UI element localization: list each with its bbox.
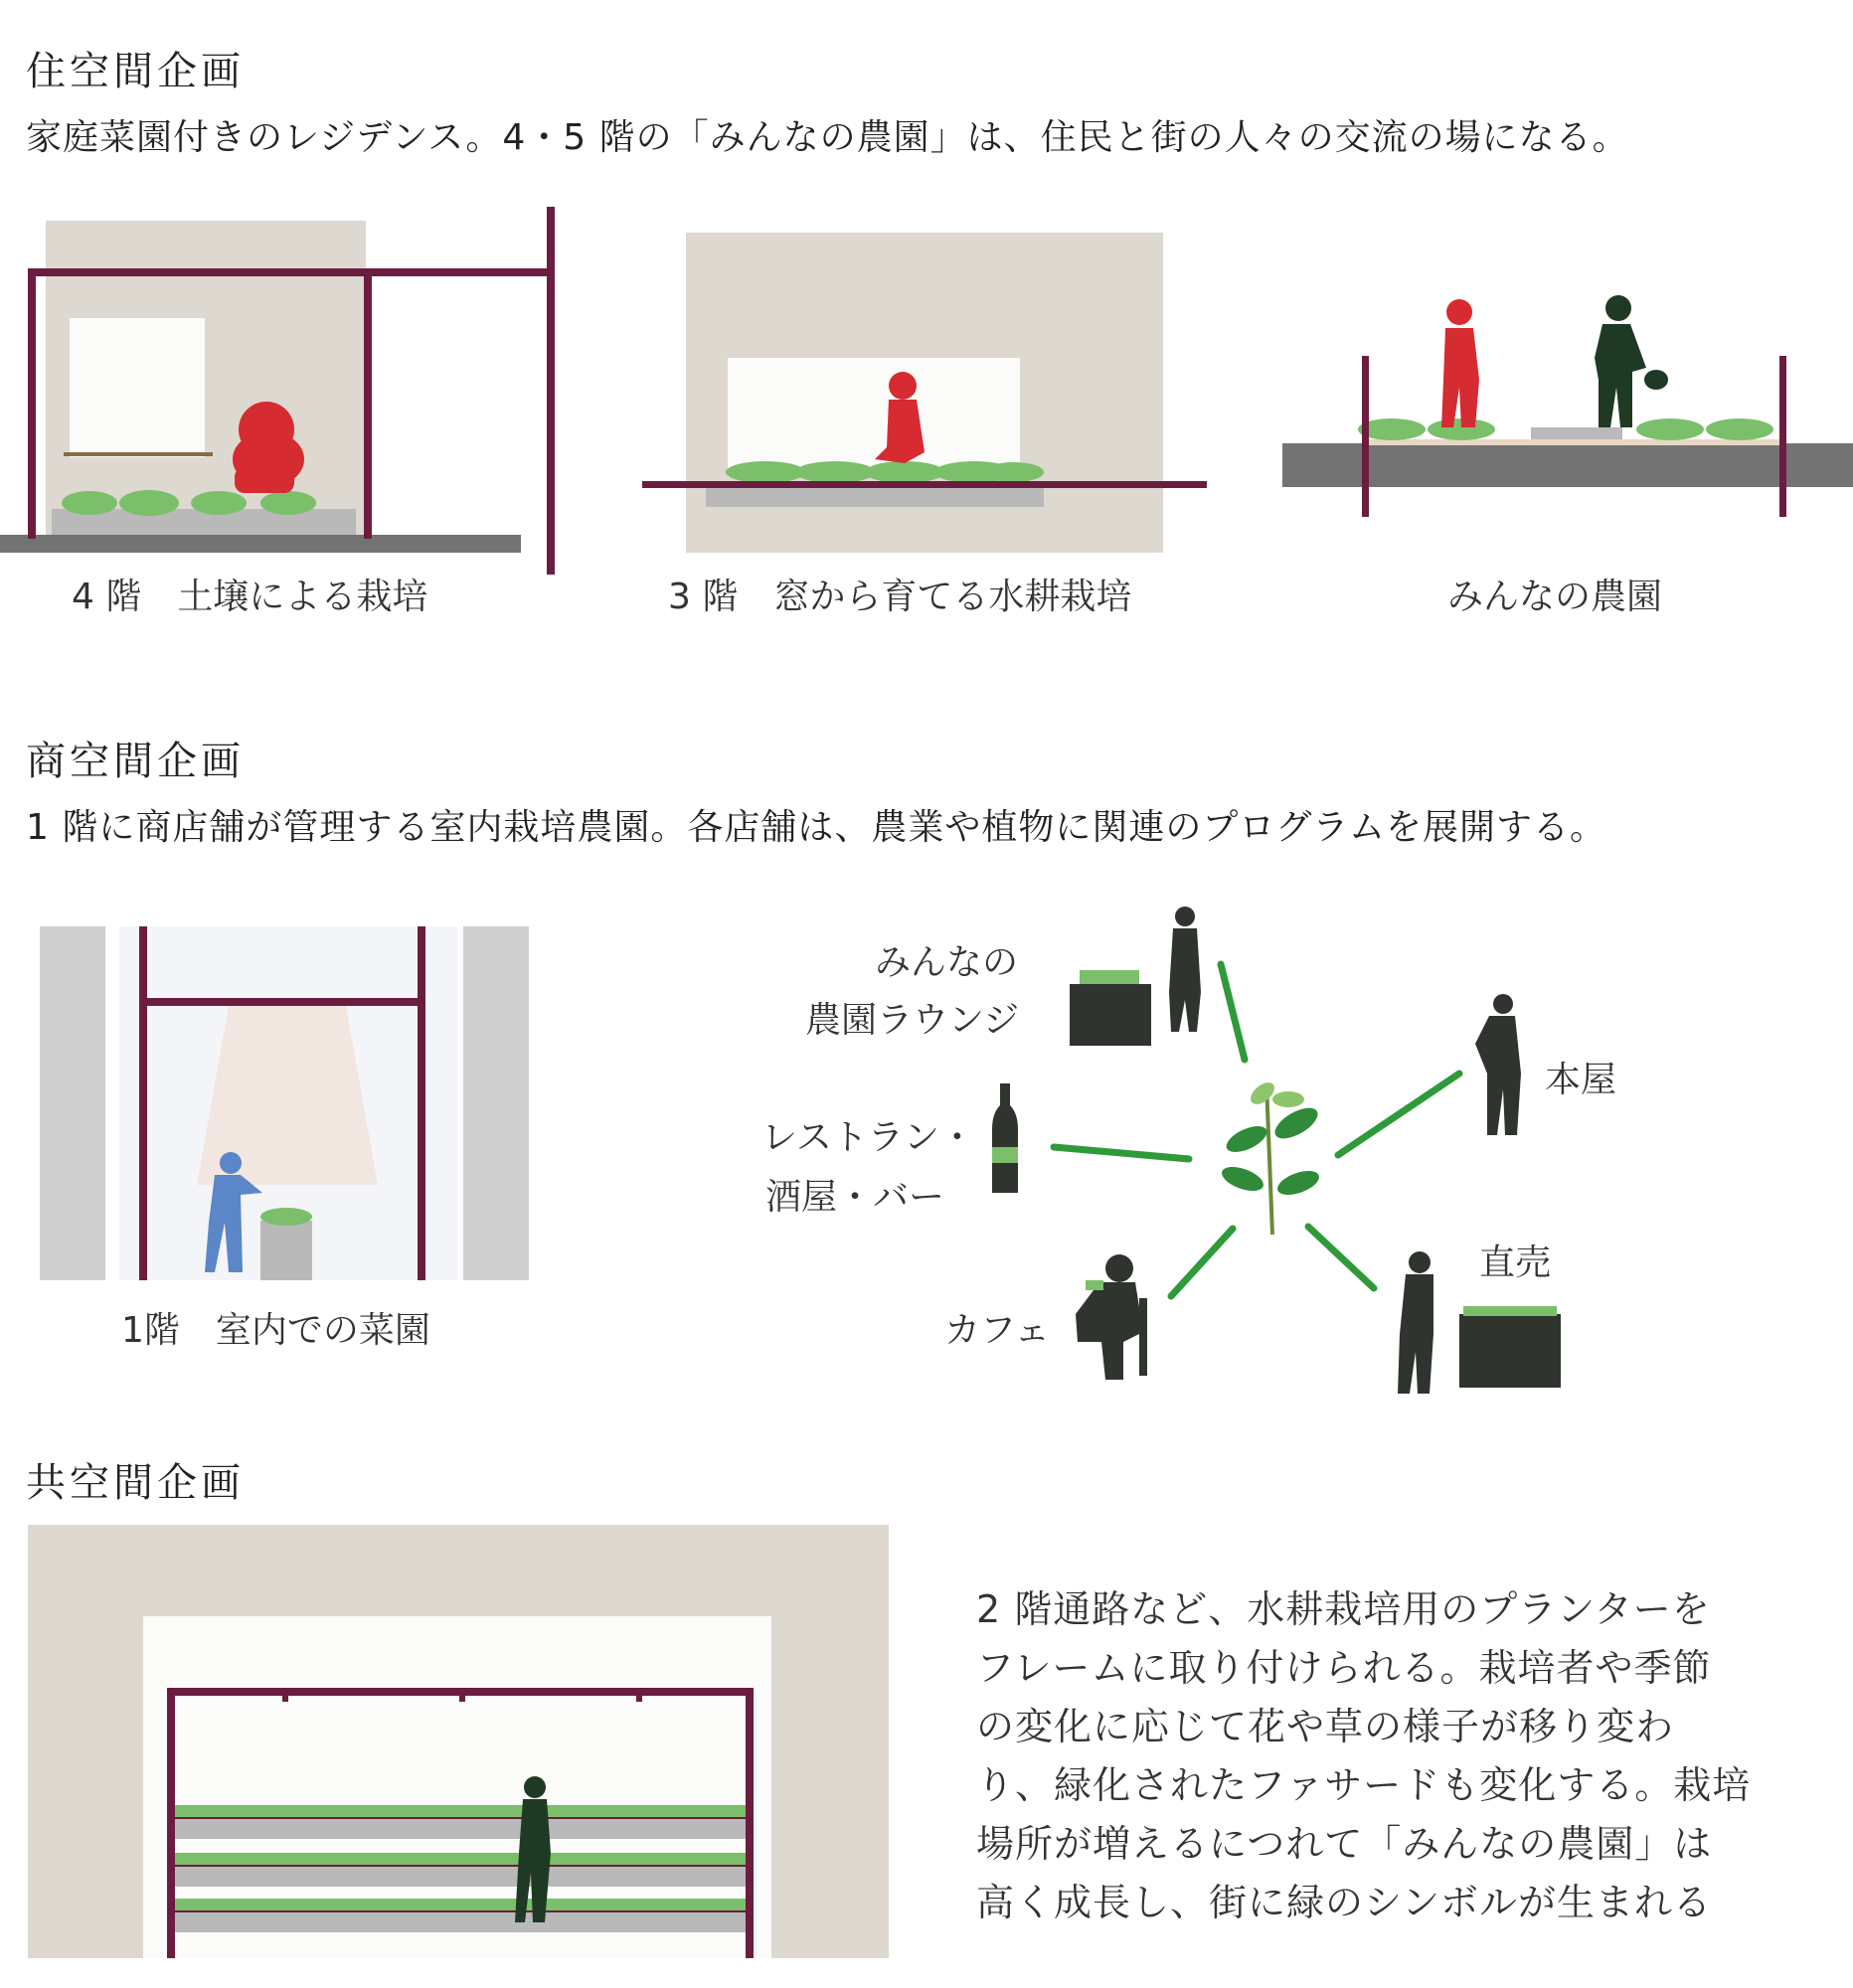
bookstore-silhouette <box>1475 994 1521 1135</box>
lounge-silhouette <box>1070 907 1201 1046</box>
caption-4f: 4 階 土壌による栽培 <box>72 577 428 617</box>
caption-3f: 3 階 窓から育てる水耕栽培 <box>668 577 1132 617</box>
plant-icon <box>1219 1078 1322 1235</box>
hub-link-cafe <box>1171 1229 1233 1296</box>
hub-link-bookstore <box>1338 1074 1459 1155</box>
illustration-2f-facade <box>28 1525 889 1958</box>
label-bookstore: 本屋 <box>1545 1060 1617 1100</box>
hub-link-restaurant <box>1054 1147 1189 1159</box>
program-hub-diagram <box>994 905 1690 1421</box>
shared-title: 共空間企画 <box>26 1460 245 1506</box>
label-cafe: カフェ <box>944 1310 1051 1351</box>
cafe-silhouette <box>1076 1254 1147 1380</box>
residential-title: 住空間企画 <box>26 49 245 94</box>
illustration-4f-soil <box>0 199 567 586</box>
commercial-title: 商空間企画 <box>26 739 245 784</box>
hub-link-direct <box>1308 1227 1374 1288</box>
label-lounge-2: 農園ラウンジ <box>805 1000 1020 1041</box>
label-lounge-1: みんなの <box>875 942 1019 983</box>
label-restaurant-1: レストラン・ <box>761 1117 975 1158</box>
shared-description: 2 階通路など、水耕栽培用のプランターを フレームに取り付けられる。栽培者や季節 の変化に応じて花や草の様子が移り変わ り、緑化されたファサードも変化する。栽培 場所が増えるにつれて「みんなの農園」は 高く成長し、街に緑のシンボルが生まれる <box>976 1587 1752 1924</box>
caption-1f: 1階 室内での菜園 <box>121 1310 430 1351</box>
wine-bottle-icon <box>992 1083 1018 1193</box>
hub-link-lounge <box>1221 964 1245 1060</box>
label-direct-sale: 直売 <box>1479 1242 1552 1283</box>
planter-rows <box>175 1805 746 1932</box>
residential-lead: 家庭菜園付きのレジデンス。4・5 階の「みんなの農園」は、住民と街の人々の交流の場になる。 <box>26 117 1629 158</box>
illustration-1f-indoor <box>40 924 537 1282</box>
caption-community-farm: みんなの農園 <box>1447 577 1663 617</box>
commercial-lead: 1 階に商店舗が管理する室内栽培農園。各店舗は、農業や植物に関連のプログラムを展開する。 <box>26 807 1606 848</box>
label-restaurant-2: 酒屋・バー <box>765 1177 945 1218</box>
illustration-3f-hydroponic <box>636 229 1213 557</box>
illustration-community-farm <box>1282 288 1853 537</box>
